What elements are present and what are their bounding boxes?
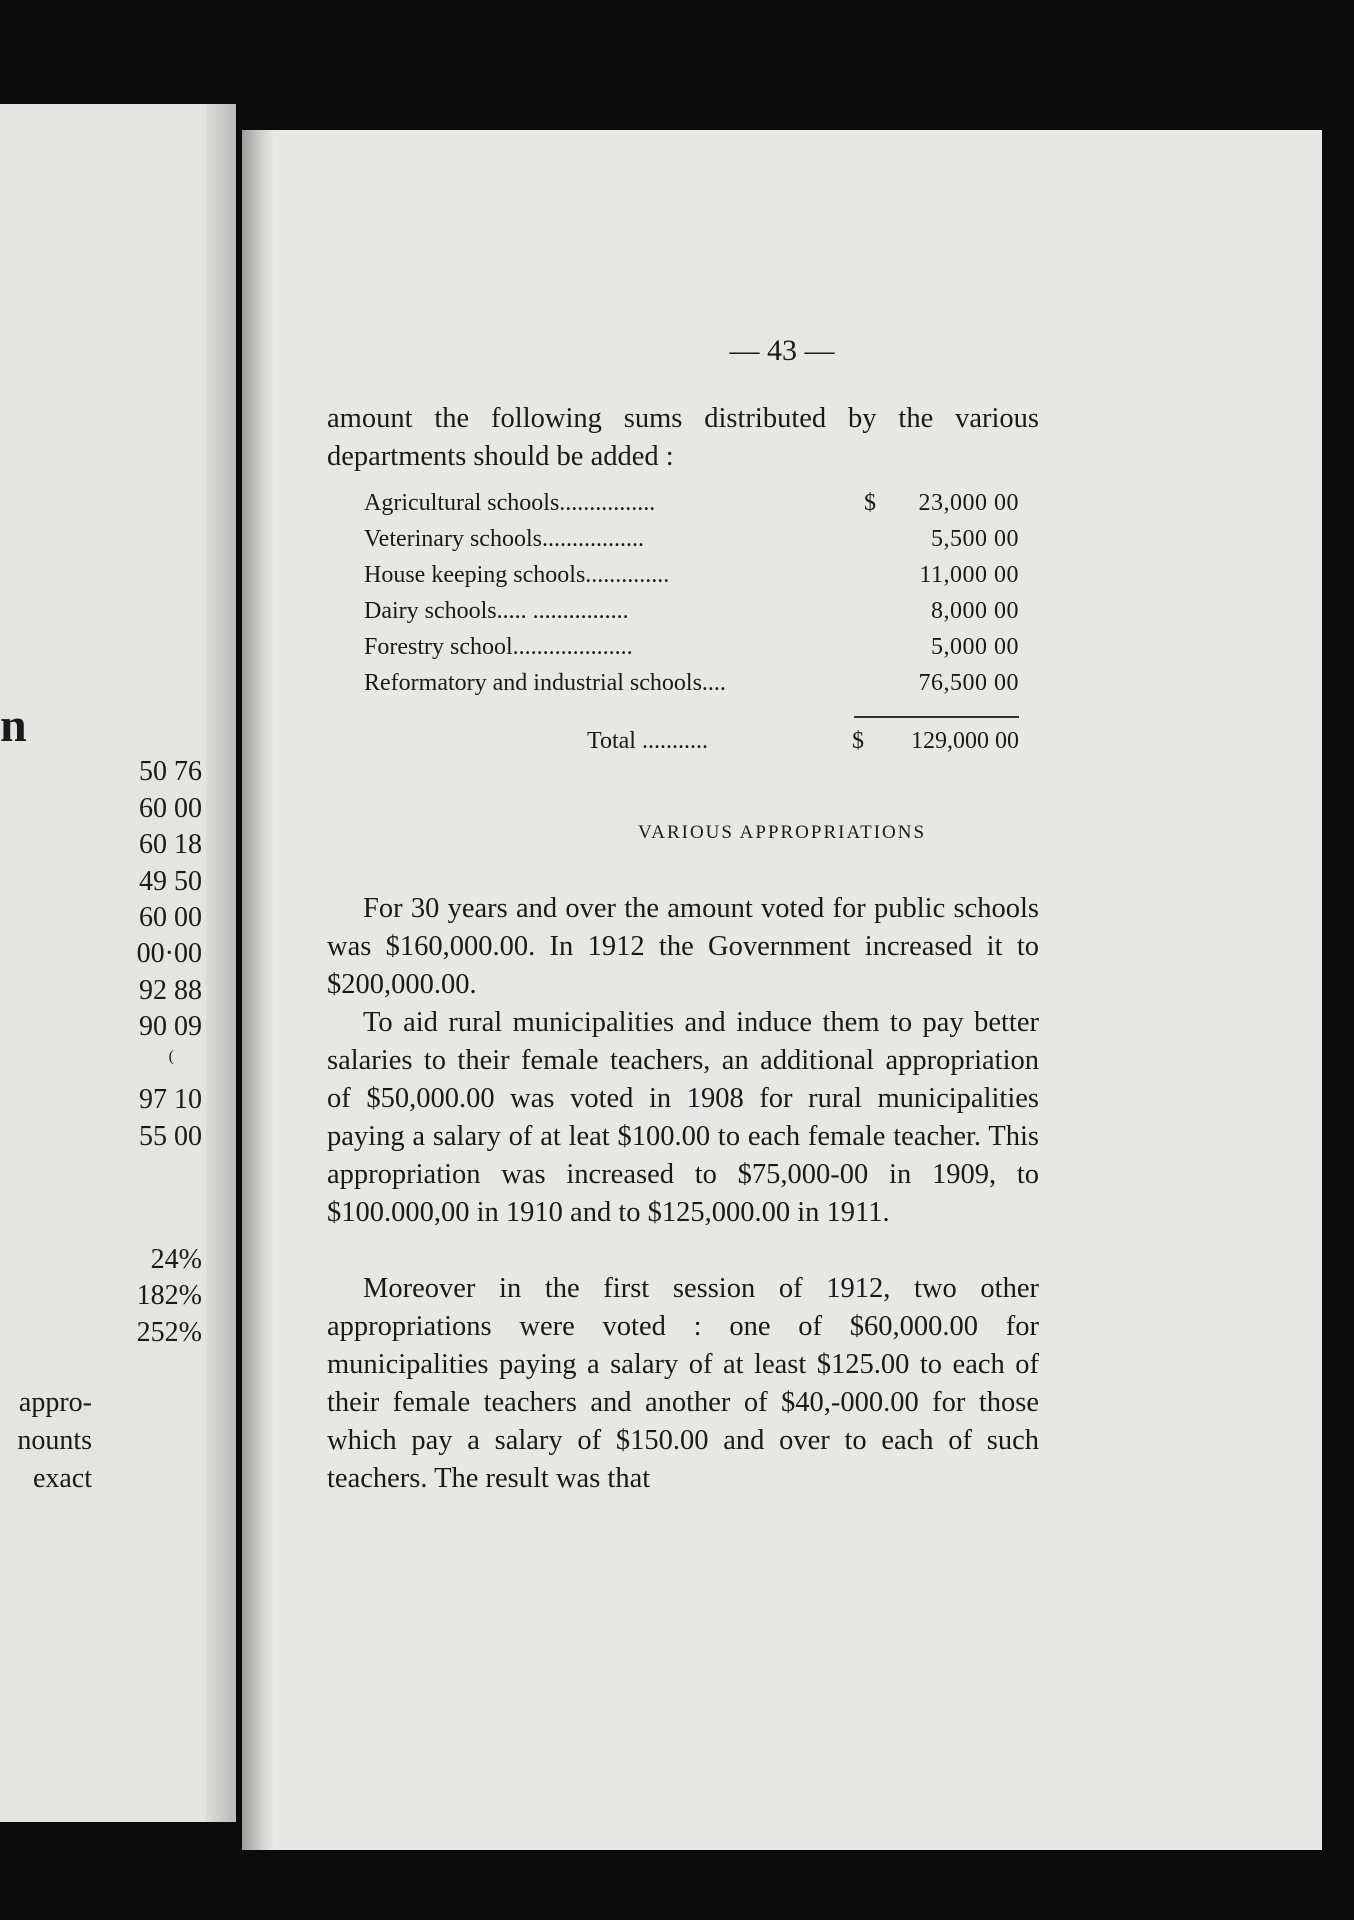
intro-paragraph: amount the following sums distributed by the various departments should be added : — [327, 403, 1039, 472]
sum-row-agricultural — [364, 490, 1019, 526]
sum-row-forestry — [364, 634, 1019, 670]
left-line: 60 18 — [139, 829, 202, 860]
sum-amount: 76,500 00 — [918, 670, 1019, 696]
sum-label: Forestry school.................... — [364, 634, 633, 660]
sum-amount: 23,000 00 — [918, 490, 1019, 516]
paragraph-rural-municipalities: To aid rural municipalities and induce them to pay better salaries to their female teachers, an additional appropriation of $50,000.00 was voted in 1908 for rural municipalities paying a salary of at leat $100.00 to each female teacher. This appropriation was increased to $75,000-00 in 1909, to $100.000,00 in 1910 and to $125,000.00 in 1911. — [327, 1007, 1039, 1228]
page-number: — 43 — — [729, 334, 835, 367]
left-line: 24% — [150, 1244, 202, 1275]
total-row — [587, 728, 1019, 764]
left-line: 60 00 — [139, 793, 202, 824]
sum-amount: 5,500 00 — [931, 526, 1019, 552]
sum-label: Reformatory and industrial schools.... — [364, 670, 726, 696]
total-amount: 129,000 00 — [911, 728, 1019, 754]
book-spine-shadow — [206, 104, 236, 1822]
sum-amount: 8,000 00 — [931, 598, 1019, 624]
sum-row-house-keeping — [364, 562, 1019, 598]
section-heading: VARIOUS APPROPRIATIONS — [637, 822, 927, 843]
left-heading-fragment: n — [0, 699, 27, 752]
left-line: 50 76 — [139, 756, 202, 787]
sum-dollar: $ — [864, 490, 876, 516]
left-line: 00·00 — [136, 938, 202, 969]
page-gutter-shadow — [242, 130, 274, 1850]
total-label: Total ........... — [587, 728, 708, 754]
left-line: 49 50 — [139, 866, 202, 897]
left-line: appro- — [18, 1387, 92, 1418]
left-line: 60 00 — [139, 902, 202, 933]
sum-amount: 5,000 00 — [931, 634, 1019, 660]
sum-row-veterinary — [364, 526, 1019, 562]
sum-label: House keeping schools.............. — [364, 562, 670, 588]
left-line: ( — [168, 1048, 174, 1065]
left-line: exact — [32, 1463, 92, 1494]
left-line: nounts — [17, 1425, 92, 1456]
left-line: 252% — [136, 1317, 202, 1348]
left-line: 97 10 — [139, 1084, 202, 1115]
left-page-fragment — [0, 104, 236, 1822]
paragraph-public-schools: For 30 years and over the amount voted for public schools was $160,000.00. In 1912 the Government increased it to $200,000.00. — [327, 893, 1039, 1000]
paragraph-1912-session: Moreover in the first session of 1912, two other appropriations were voted : one of $60,000.00 for municipalities paying a salary of at least $125.00 to each of their female teachers and another of $40,-000.00 for those which pay a salary of $150.00 and over to each of such teachers. The result was that — [327, 1273, 1039, 1494]
main-page — [242, 130, 1322, 1850]
left-line: 55 00 — [139, 1121, 202, 1152]
left-line: 182% — [136, 1280, 202, 1311]
sum-row-dairy — [364, 598, 1019, 634]
sum-label: Veterinary schools................. — [364, 526, 644, 552]
total-dollar: $ — [852, 728, 864, 754]
left-line: 90 09 — [139, 1011, 202, 1042]
sum-amount: 11,000 00 — [919, 562, 1019, 588]
total-rule — [854, 716, 1019, 718]
left-line: 92 88 — [139, 975, 202, 1006]
sum-row-reformatory — [364, 670, 1019, 706]
sum-label: Dairy schools..... ................ — [364, 598, 629, 624]
sum-label: Agricultural schools................ — [364, 490, 656, 516]
